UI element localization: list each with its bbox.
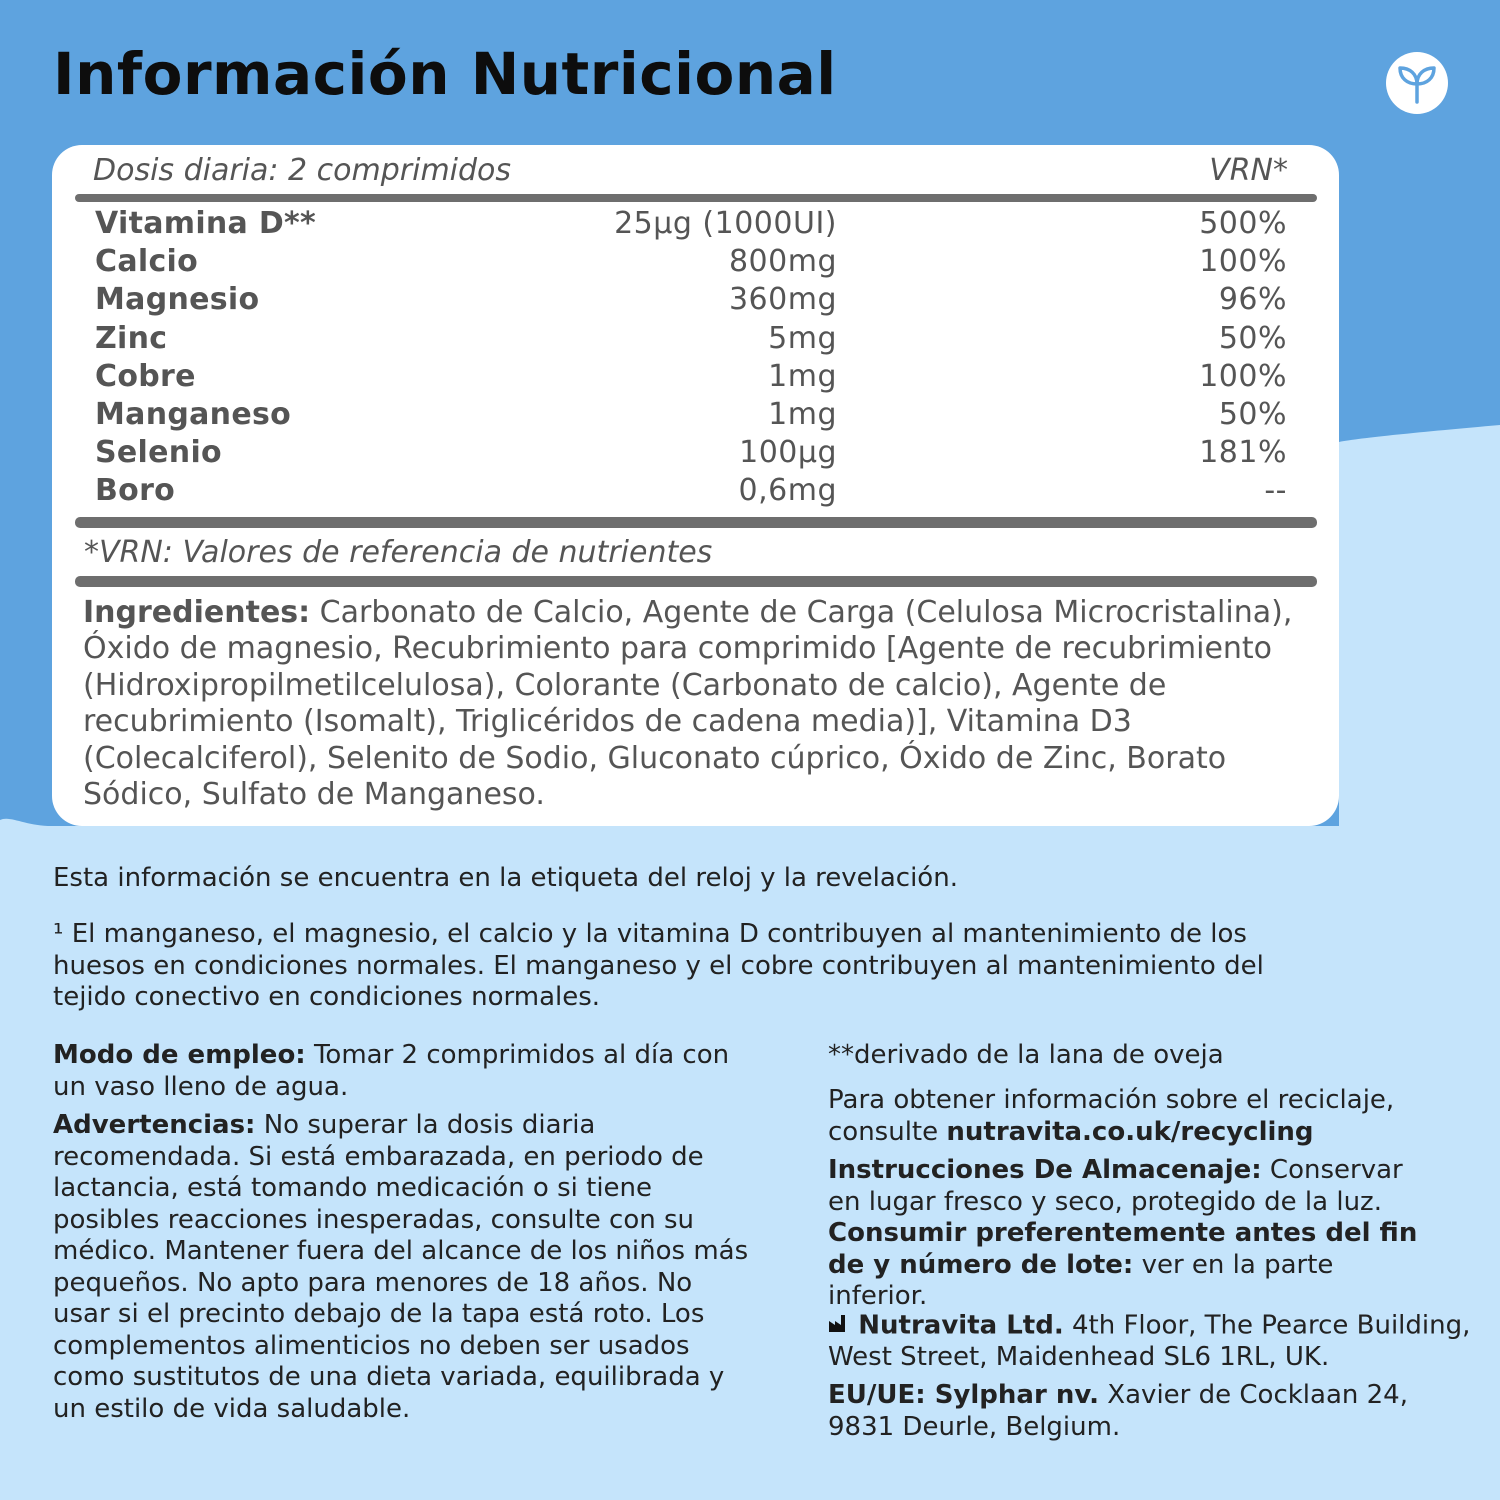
- table-row: [95, 473, 1287, 511]
- nutrient-name: Selenio: [95, 435, 222, 471]
- warnings-text: No superar la dosis diaria recomendada. Si está embarazada, en periodo de lactancia, está tomando medicación o si tiene posibles reacciones inesperadas, consulte con su médico. Mantener fuera del alcance de los niños más pequeños. No apto para menores de 18 años. No usar si el precinto debajo de la tapa está roto. Los complementos alimenticios no deben ser usados como sustitutos de una dieta variada, equilibrada y un estilo de vida saludable.: [53, 1110, 749, 1424]
- derived-note: **derivado de la lana de oveja: [828, 1040, 1224, 1070]
- recycling-link[interactable]: nutravita.co.uk/recycling: [946, 1116, 1314, 1147]
- best-before-text: ver en la parte inferior.: [828, 1249, 1334, 1311]
- page-title: Información Nutricional: [53, 40, 837, 108]
- ingredients-text: Carbonato de Calcio, Agente de Carga (Celulosa Microcristalina), Óxido de magnesio, Recubrimiento para comprimido [Agente de recubrimiento (Hidroxipropilmetilcelulosa), Colorante (Carbonato de calcio), Agente de recubrimiento (Isomalt), Triglicéridos de cadena media)], Vitamina D3 (Colecalciferol), Selenito de Sodio, Gluconato cúprico, Óxido de Zinc, Borato Sódico, Sulfato de Manganeso.: [83, 595, 1293, 813]
- ingredients-label: Ingredientes:: [83, 595, 311, 630]
- nutrient-vrn: 181%: [1199, 435, 1287, 471]
- nutrient-amount: 1mg: [768, 358, 837, 394]
- nutrient-amount: 100µg: [739, 435, 837, 471]
- dose-label: Dosis diaria: 2 comprimidos: [93, 153, 512, 188]
- warnings: [53, 1110, 753, 1425]
- usage-label: Modo de empleo:: [53, 1040, 306, 1070]
- nutrient-vrn: 50%: [1218, 396, 1287, 432]
- vrn-header: VRN*: [1209, 153, 1288, 188]
- warnings-label: Advertencias:: [53, 1110, 256, 1140]
- nutrient-table: [95, 206, 1287, 512]
- nutrition-card: [52, 145, 1339, 826]
- manufacturer-info: [828, 1310, 1478, 1373]
- usage-text: Tomar 2 comprimidos al día con un vaso lleno de agua.: [53, 1040, 730, 1102]
- nutrient-name: Zinc: [95, 320, 168, 356]
- manufacturer-name: Nutravita Ltd.: [858, 1310, 1064, 1341]
- nutrient-amount: 360mg: [728, 282, 837, 318]
- best-before-label: Consumir preferentemente antes del fin de y número de lote:: [828, 1218, 1418, 1280]
- table-row: [95, 244, 1287, 282]
- nutrient-name: Vitamina D**: [95, 206, 317, 241]
- nutrient-name: Manganeso: [95, 396, 292, 432]
- nutrient-name: Boro: [95, 473, 176, 509]
- recycling-info: [828, 1085, 1428, 1148]
- nutrient-name: Cobre: [95, 358, 196, 394]
- nutrient-vrn: 500%: [1199, 206, 1287, 241]
- ingredients: [83, 595, 1308, 813]
- nutrient-amount: 800mg: [728, 244, 837, 280]
- manufacturer-address: 4th Floor, The Pearce Building, West Street, Maidenhead SL6 1RL, UK.: [828, 1310, 1471, 1372]
- nutrient-name: Calcio: [95, 244, 199, 280]
- factory-icon: [828, 1310, 850, 1342]
- table-row: [95, 282, 1287, 320]
- table-row: [95, 206, 1287, 244]
- storage-text: Conservar en lugar fresco y seco, protegido de la luz.: [828, 1155, 1403, 1217]
- usage-instructions: [53, 1040, 743, 1103]
- nutrient-vrn: 100%: [1199, 358, 1287, 394]
- eu-rep-address: Xavier de Cocklaan 24, 9831 Deurle, Belgium.: [828, 1380, 1408, 1442]
- nutrient-vrn: 96%: [1218, 282, 1287, 318]
- table-row: [95, 359, 1287, 397]
- nutrient-vrn: --: [1264, 473, 1287, 509]
- eu-representative: [828, 1380, 1478, 1443]
- table-row: [95, 397, 1287, 435]
- nutrient-vrn: 100%: [1199, 244, 1287, 280]
- recycling-text: Para obtener información sobre el reciclaje, consulte: [828, 1085, 1395, 1147]
- nutrient-amount: 1mg: [768, 396, 837, 432]
- nutrient-amount: 25µg (1000UI): [614, 206, 837, 241]
- info-line: Esta información se encuentra en la etiqueta del reloj y la revelación.: [53, 863, 958, 893]
- storage-instructions: [828, 1155, 1428, 1313]
- eu-rep-label: EU/UE: Sylphar nv.: [828, 1380, 1100, 1410]
- nutrient-vrn: 50%: [1218, 320, 1287, 356]
- table-bottom-rule: [75, 517, 1317, 528]
- storage-label: Instrucciones De Almacenaje:: [828, 1155, 1262, 1185]
- nutrient-amount: 0,6mg: [738, 473, 837, 509]
- vrn-note: *VRN: Valores de referencia de nutrientes: [84, 535, 713, 570]
- footnote: ¹ El manganeso, el magnesio, el calcio y la vitamina D contribuyen al mantenimiento de los huesos en condiciones normales. El manganeso y el cobre contribuyen al mantenimiento del tejido conectivo en condiciones normales.: [53, 919, 1264, 1012]
- nutrient-amount: 5mg: [768, 320, 837, 356]
- ingredients-rule: [75, 576, 1317, 587]
- leaf-sprout-icon: [1386, 52, 1448, 114]
- table-top-rule: [75, 194, 1317, 202]
- table-row: [95, 435, 1287, 473]
- nutrient-name: Magnesio: [95, 282, 260, 318]
- table-row: [95, 321, 1287, 359]
